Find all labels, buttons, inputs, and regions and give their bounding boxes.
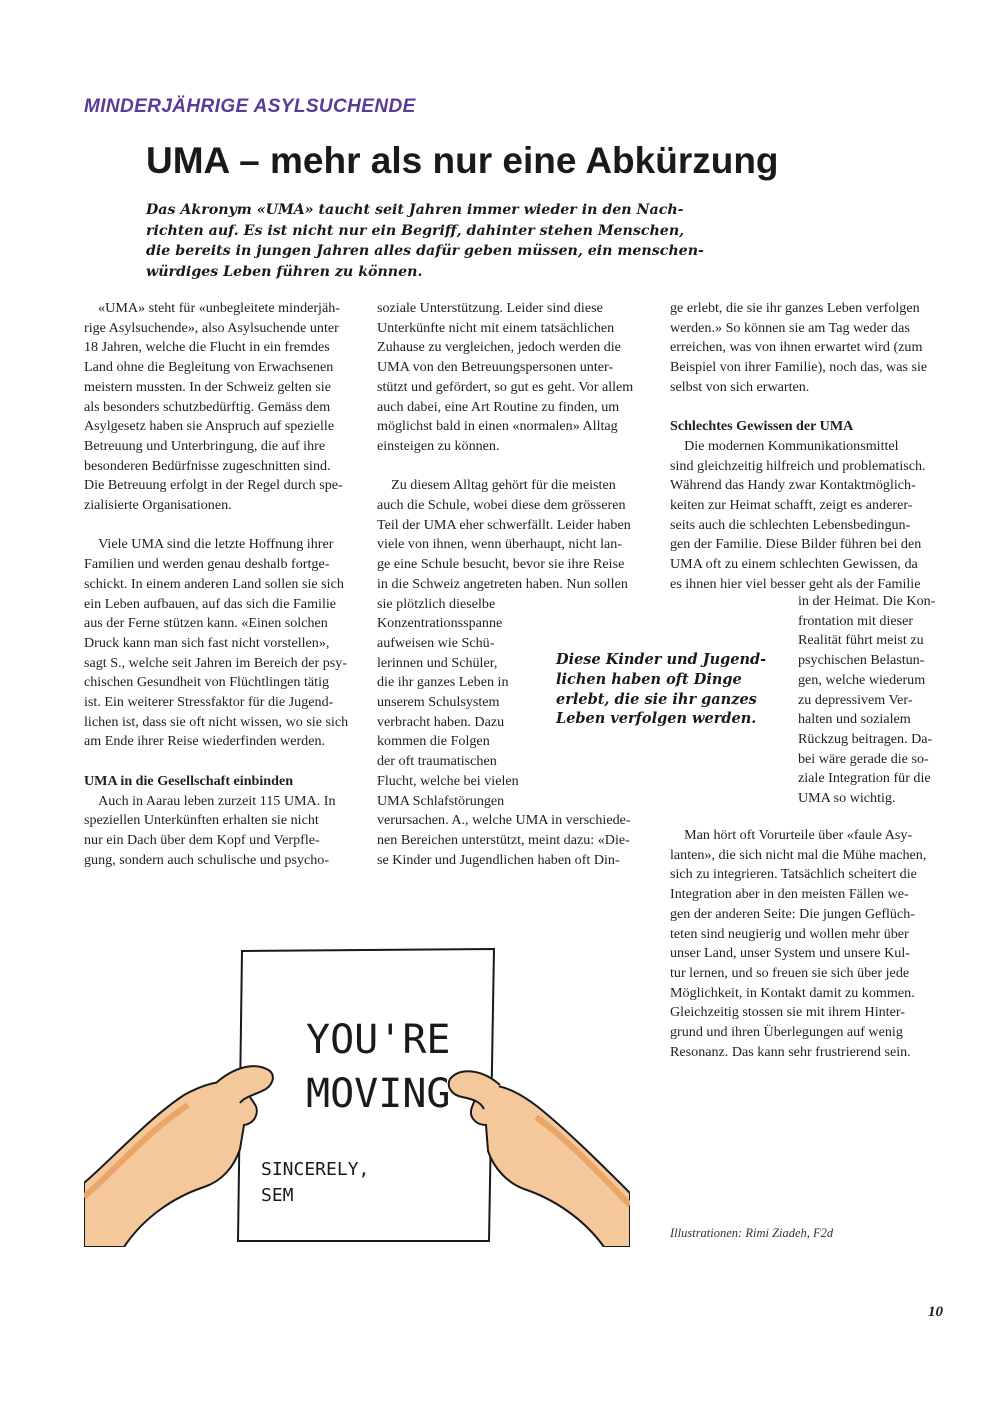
text-line: Zu diesem Alltag gehört für die meisten (377, 477, 616, 494)
text-line: werden.» So können sie am Tag weder das (670, 319, 910, 336)
text-line: ist. Ein weiterer Stressfaktor für die Jugend- (84, 694, 334, 711)
text-line: Gleichzeitig stossen sie mit ihrem Hinter- (670, 1004, 905, 1021)
text-line: Unterkünfte nicht mit einem tatsächlichen (377, 319, 615, 336)
text-line: Konzentrationsspanne (377, 615, 503, 632)
text-line: nur ein Dach über dem Kopf und Verpfle- (84, 831, 320, 848)
lead-paragraph (146, 200, 704, 282)
text-line: lerinnen und Schüler, (377, 654, 498, 671)
text-line: in die Schweiz angetreten haben. Nun sollen (377, 575, 628, 592)
text-line: am Ende ihrer Reise wiederfinden werden. (84, 733, 326, 750)
paragraph (670, 437, 950, 595)
text-line: teten sind neugierig und wollen mehr über (670, 925, 909, 942)
letter-signoff: SINCERELY, (261, 1159, 370, 1180)
text-line: erlebt, die sie ihr ganzes (556, 690, 757, 708)
text-line: nen Bereichen unterstützt, meint dazu: «Die- (377, 831, 630, 848)
text-line: Beispiel von ihrer Familie), noch das, was sie (670, 359, 928, 376)
text-line: Familien und werden genau deshalb fortge- (84, 556, 330, 573)
text-line: Das Akronym «UMA» taucht seit Jahren immer wieder in den Nach- (146, 202, 684, 218)
text-line: schickt. In einem anderen Land sollen sie sich (84, 575, 344, 592)
column-3 (670, 299, 950, 595)
text-line: se Kinder und Jugendlichen haben oft Din- (377, 851, 620, 868)
paragraph (84, 535, 364, 752)
text-line: kommen die Folgen (377, 733, 490, 750)
section-kicker: MINDERJÄHRIGE ASYLSUCHENDE (84, 96, 416, 117)
text-line: aufweisen wie Schü- (377, 634, 495, 651)
letter-line2: MOVING (306, 1071, 451, 1117)
subheading: Schlechtes Gewissen der UMA (670, 418, 854, 435)
text-line: lichen haben oft Dinge (556, 670, 742, 688)
text-line: es ihnen hier viel besser geht als der Familie (670, 575, 921, 592)
text-line: sagt S., welche seit Jahren im Bereich der psy- (84, 654, 348, 671)
paragraph (84, 299, 364, 516)
text-line: UMA oft zu einem schlechten Gewissen, da (670, 556, 918, 573)
text-line: Betreuung und Unterbringung, die auf ihre (84, 437, 326, 454)
text-line: lanten», die sich nicht mal die Mühe machen, (670, 846, 927, 863)
text-line: Zuhause zu vergleichen, jedoch werden die (377, 339, 621, 356)
text-line: chischen Gesundheit von Flüchtlingen tätig (84, 674, 330, 691)
text-line: 18 Jahren, welche die Flucht in ein fremdes (84, 339, 330, 356)
text-line: ziale Integration für die (798, 770, 931, 787)
text-line: soziale Unterstützung. Leider sind diese (377, 300, 603, 316)
paragraph (84, 792, 364, 871)
text-line: UMA so wichtig. (798, 790, 896, 807)
text-line: viele von ihnen, wenn überhaupt, nicht lan- (377, 536, 623, 553)
text-line: verbracht haben. Dazu (377, 713, 505, 730)
text-line: UMA von den Betreuungspersonen unter- (377, 359, 614, 376)
text-line: einsteigen zu können. (377, 437, 500, 454)
page-number: 10 (928, 1304, 943, 1320)
text-line: gen der Familie. Diese Bilder führen bei den (670, 536, 922, 553)
text-line: als besonders schutzbedürftig. Gemäss dem (84, 398, 331, 415)
text-line: Rückzug beitragen. Da- (798, 730, 933, 747)
text-line: gung, sondern auch schulische und psycho- (84, 851, 330, 868)
paragraph (798, 592, 958, 809)
text-line: halten und sozialem (798, 711, 911, 728)
text-line: sie plötzlich dieselbe (377, 595, 496, 612)
text-line: zialisierte Organisationen. (84, 497, 232, 514)
text-line: Diese Kinder und Jugend- (556, 651, 767, 668)
text-line: Die modernen Kommunikationsmittel (670, 437, 899, 454)
text-line: verursachen. A., welche UMA in verschiede- (377, 812, 631, 829)
text-line: Möglichkeit, in Kontakt damit zu kommen. (670, 984, 915, 1001)
text-line: selbst von sich erwarten. (670, 378, 810, 395)
text-line: Land ohne die Begleitung von Erwachsenen (84, 359, 334, 376)
text-line: Druck kann man sich fast nicht vorstellen», (84, 634, 330, 651)
text-line: seits auch die schlechten Lebensbedingun- (670, 516, 911, 533)
text-line: Realität führt meist zu (798, 632, 924, 649)
illustration-hands-letter (84, 935, 630, 1247)
text-line: richten auf. Es ist nicht nur ein Begriff, dahinter stehen Menschen, (146, 222, 685, 239)
subheading: UMA in die Gesellschaft einbinden (84, 772, 294, 789)
article-title: UMA – mehr als nur eine Abkürzung (146, 140, 779, 181)
text-line: sind gleichzeitig hilfreich und problematisch. (670, 457, 926, 474)
text-line: meistern mussten. In der Schweiz gelten sie (84, 378, 331, 395)
text-line: gen, welche wiederum (798, 671, 926, 688)
text-line: zu depressivem Ver- (798, 691, 913, 708)
paragraph (670, 299, 950, 398)
text-line: Die Betreuung erfolgt in der Regel durch spe- (84, 477, 343, 494)
text-line: tur lernen, und so freuen sie sich über jede (670, 964, 910, 981)
text-line: Resonanz. Das kann sehr frustrierend sein. (670, 1043, 911, 1060)
text-line: besonderen Bedürfnisse zugeschnitten sind. (84, 457, 331, 474)
text-line: unserem Schulsystem (377, 694, 500, 711)
text-line: der oft traumatischen (377, 753, 497, 770)
text-line: Teil der UMA eher schwerfällt. Leider haben (377, 516, 631, 533)
text-line: bei wäre gerade die so- (798, 750, 929, 767)
column-1 (84, 299, 364, 870)
text-line: rige Asylsuchende», also Asylsuchende unter (84, 319, 339, 336)
text-line: auch die Schule, wobei diese dem grösseren (377, 497, 626, 514)
text-line: «UMA» steht für «unbegleitete minderjäh- (84, 300, 340, 316)
text-line: Viele UMA sind die letzte Hoffnung ihrer (84, 536, 334, 553)
text-line: würdiges Leben führen zu können. (146, 263, 423, 280)
text-line: die bereits in jungen Jahren alles dafür geben müssen, ein menschen- (146, 243, 704, 259)
text-line: ein Leben aufbauen, auf das sich die Familie (84, 595, 337, 612)
text-line: Während das Handy zwar Kontaktmöglich- (670, 477, 916, 494)
text-line: ge eine Schule besucht, bevor sie ihre Reise (377, 556, 625, 573)
paragraph (670, 826, 950, 1062)
column-2 (377, 299, 647, 870)
text-line: Asylgesetz haben sie Anspruch auf spezielle (84, 418, 335, 435)
text-line: die ihr ganzes Leben in (377, 674, 509, 691)
text-line: auch dabei, eine Art Routine zu finden, um (377, 398, 620, 415)
letter-line1: YOU'RE (306, 1017, 451, 1063)
illustration-credit: Illustrationen: Rimi Ziadeh, F2d (670, 1226, 834, 1240)
text-line: psychischen Belastun- (798, 652, 925, 669)
text-line: Auch in Aarau leben zurzeit 115 UMA. In (84, 792, 336, 809)
text-line: Man hört oft Vorurteile über «faule Asy- (670, 827, 913, 843)
text-line: Integration aber in den meisten Fällen we- (670, 886, 909, 903)
text-line: erreichen, was von ihnen erwartet wird (zum (670, 339, 923, 356)
letter-signature: SEM (261, 1185, 294, 1206)
text-line: unser Land, unser System und unsere Kul- (670, 945, 910, 962)
text-line: stützt und gefördert, so gut es geht. Vor allem (377, 378, 634, 395)
column-3-wrapped-text (798, 592, 958, 841)
text-line: gen der anderen Seite: Die jungen Geflüch- (670, 905, 915, 922)
paragraph (377, 299, 647, 457)
text-line: lichen ist, dass sie oft nicht wissen, wo sie sich (84, 713, 349, 730)
text-line: frontation mit dieser (798, 612, 914, 629)
text-line: UMA Schlafstörungen (377, 792, 505, 809)
text-line: grund und ihren Überlegungen auf wenig (670, 1024, 903, 1041)
text-line: keiten zur Heimat schafft, zeigt es anderer- (670, 497, 913, 514)
text-line: möglichst bald in einen «normalen» Alltag (377, 418, 618, 435)
text-line: Flucht, welche bei vielen (377, 772, 519, 789)
left-hand (84, 1082, 257, 1247)
pull-quote (556, 650, 786, 729)
text-line: sich zu integrieren. Tatsächlich scheitert die (670, 866, 917, 883)
right-hand (471, 1085, 630, 1247)
text-line: ge erlebt, die sie ihr ganzes Leben verfolgen (670, 300, 920, 316)
text-line: speziellen Unterkünften erhalten sie nicht (84, 812, 319, 829)
text-line: Leben verfolgen werden. (556, 710, 757, 728)
column-3-lower (670, 826, 950, 1062)
text-line: in der Heimat. Die Kon- (798, 593, 936, 609)
text-line: aus der Ferne stützen kann. «Einen solchen (84, 615, 328, 632)
